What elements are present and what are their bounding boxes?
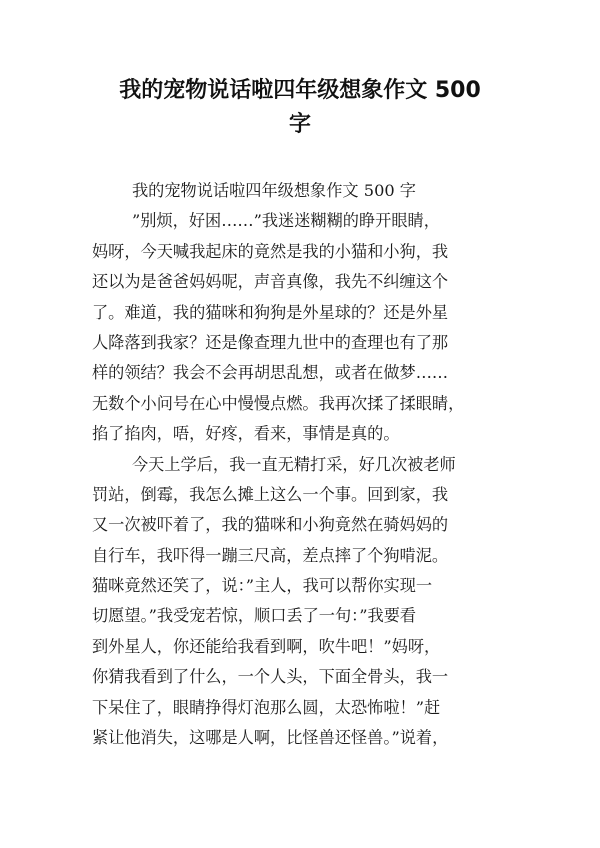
text-line: 切愿望。”我受宠若惊，顺口丢了一句：”我要看: [92, 606, 417, 626]
document-subtitle: 我的宠物说话啦四年级想象作文 500 字: [132, 181, 416, 200]
document-title-line-1: 我的宠物说话啦四年级想象作文 500: [119, 78, 481, 103]
text-line: 还以为是爸爸妈妈呢，声音真像，我先不纠缠这个: [92, 272, 449, 292]
document-body: [92, 176, 512, 753]
text-line: 猫咪竟然还笑了，说：”主人，我可以帮你实现一: [92, 576, 433, 596]
text-line: 紧让他消失，这哪是人啊，比怪兽还怪兽。”说着，: [92, 728, 449, 748]
text-line: 无数个小问号在心中慢慢点燃。我再次揉了揉眼睛，: [92, 393, 465, 413]
text-line: 妈呀，今天喊我起床的竟然是我的小猫和小狗，我: [92, 241, 449, 261]
text-line: 样的领结？我会不会再胡思乱想，或者在做梦……: [92, 363, 449, 383]
text-line: 又一次被吓着了，我的猫咪和小狗竟然在骑妈妈的: [92, 515, 449, 535]
text-line: 罚站，倒霉，我怎么摊上这么一个事。回到家，我: [92, 484, 449, 504]
text-line: ”别烦，好困……”我迷迷糊糊的睁开眼睛，: [132, 211, 440, 231]
text-line: 掐了掐肉，唔，好疼，看来，事情是真的。: [92, 424, 400, 444]
text-line: 了。难道，我的猫咪和狗狗是外星球的？还是外星: [92, 302, 449, 322]
document-title-line-2: 字: [288, 112, 311, 137]
text-line: 人降落到我家？还是像查理九世中的查理也有了那: [92, 332, 449, 352]
text-line: 下呆住了，眼睛挣得灯泡那么圆，太恐怖啦！”赶: [92, 697, 441, 717]
text-line: 今天上学后，我一直无精打采，好几次被老师: [132, 454, 456, 474]
text-line: 你猜我看到了什么，一个人头，下面全骨头，我一: [92, 667, 449, 687]
document-title: [60, 74, 540, 142]
text-line: 自行车，我吓得一蹦三尺高，差点摔了个狗啃泥。: [92, 545, 449, 565]
text-line: 到外星人，你还能给我看到啊，吹牛吧！”妈呀，: [92, 636, 441, 656]
